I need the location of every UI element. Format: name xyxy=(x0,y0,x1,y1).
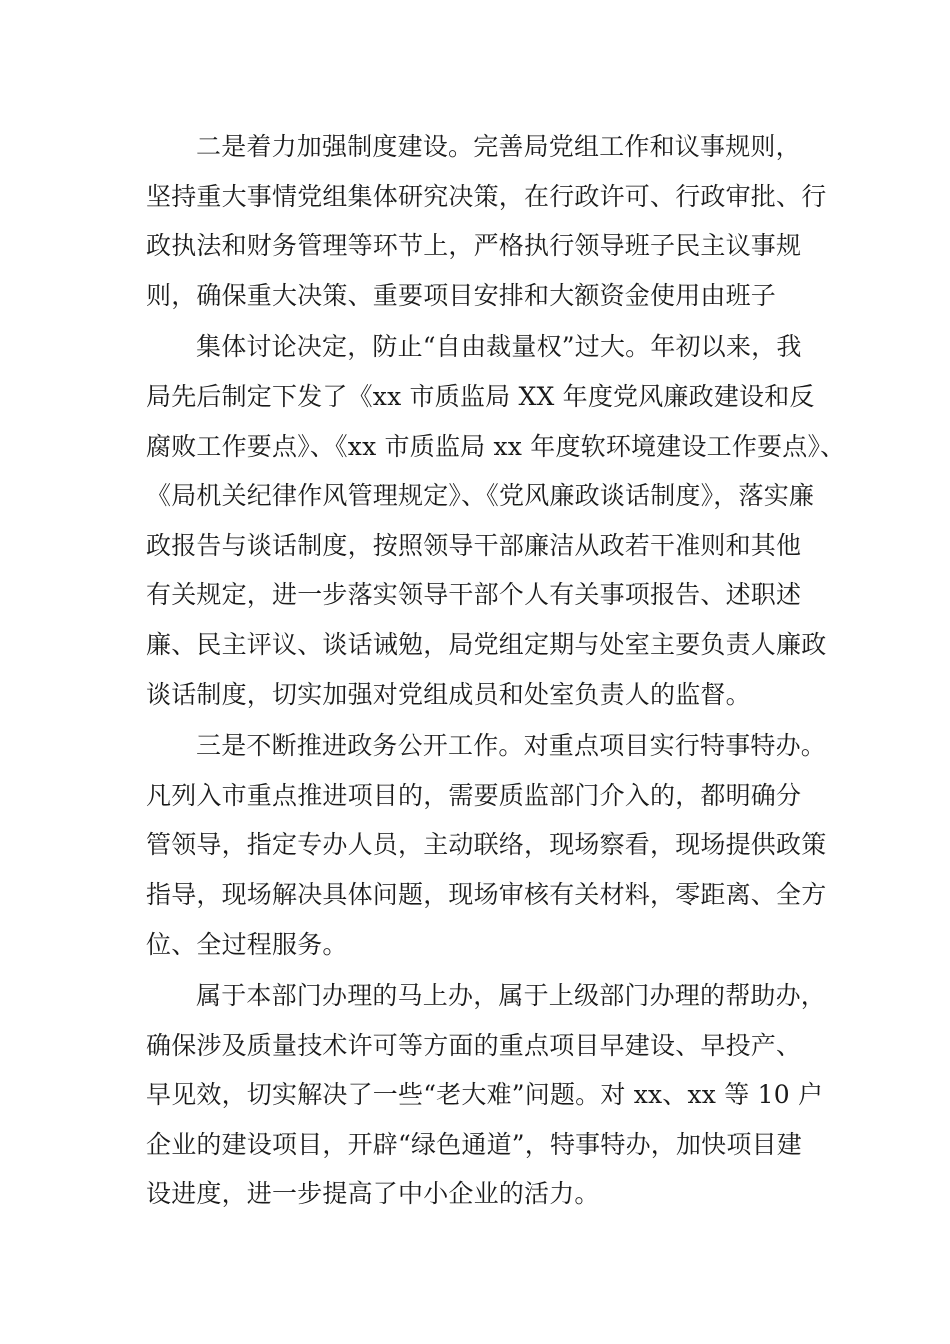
document-body xyxy=(146,122,846,1221)
text-line: 谈话制度，切实加强对党组成员和处室负责人的监督。 xyxy=(146,679,751,709)
text-line: 局先后制定下发了《xx 市质监局 XX 年度党风廉政建设和反 xyxy=(146,381,815,411)
text-line: 《局机关纪律作风管理规定》、《党风廉政谈话制度》，落实廉 xyxy=(146,481,815,511)
text-line: 管领导，指定专办人员，主动联络，现场察看，现场提供政策 xyxy=(146,830,827,860)
text-line: 则，确保重大决策、重要项目安排和大额资金使用由班子 xyxy=(146,280,777,310)
paragraph-2 xyxy=(146,322,846,719)
text-line: 政执法和财务管理等环节上，严格执行领导班子民主议事规 xyxy=(146,231,802,261)
text-line: 属于本部门办理的马上办，属于上级部门办理的帮助办， xyxy=(196,981,827,1011)
text-line: 三是不断推进政务公开工作。对重点项目实行特事特办。 xyxy=(196,731,827,761)
text-line: 确保涉及质量技术许可等方面的重点项目早建设、早投产、 xyxy=(146,1030,802,1060)
text-line: 有关规定，进一步落实领导干部个人有关事项报告、述职述 xyxy=(146,580,802,610)
paragraph-4 xyxy=(146,971,827,1219)
text-line: 位、全过程服务。 xyxy=(146,929,348,959)
text-line: 二是着力加强制度建设。完善局党组工作和议事规则， xyxy=(196,132,801,161)
text-line: 指导，现场解决具体问题，现场审核有关材料，零距离、全方 xyxy=(146,879,827,909)
text-line: 政报告与谈话制度，按照领导干部廉洁从政若干准则和其他 xyxy=(146,530,802,560)
text-line: 腐败工作要点》、《xx 市质监局 xx 年度软环境建设工作要点》、 xyxy=(146,431,846,461)
text-line: 早见效，切实解决了一些“老大难”问题。对 xx、xx 等 10 户 xyxy=(146,1080,824,1110)
text-line: 坚持重大事情党组集体研究决策，在行政许可、行政审批、行 xyxy=(146,181,827,211)
paragraph-1 xyxy=(146,122,827,320)
text-line: 廉、民主评议、谈话诫勉，局党组定期与处室主要负责人廉政 xyxy=(146,629,827,659)
text-line: 设进度，进一步提高了中小企业的活力。 xyxy=(146,1179,600,1209)
paragraph-3 xyxy=(146,721,827,969)
text-line: 集体讨论决定，防止“自由裁量权”过大。年初以来，我 xyxy=(196,332,802,362)
text-line: 企业的建设项目，开辟“绿色通道”，特事特办，加快项目建 xyxy=(146,1129,802,1159)
text-line: 凡列入市重点推进项目的，需要质监部门介入的，都明确分 xyxy=(146,780,802,810)
